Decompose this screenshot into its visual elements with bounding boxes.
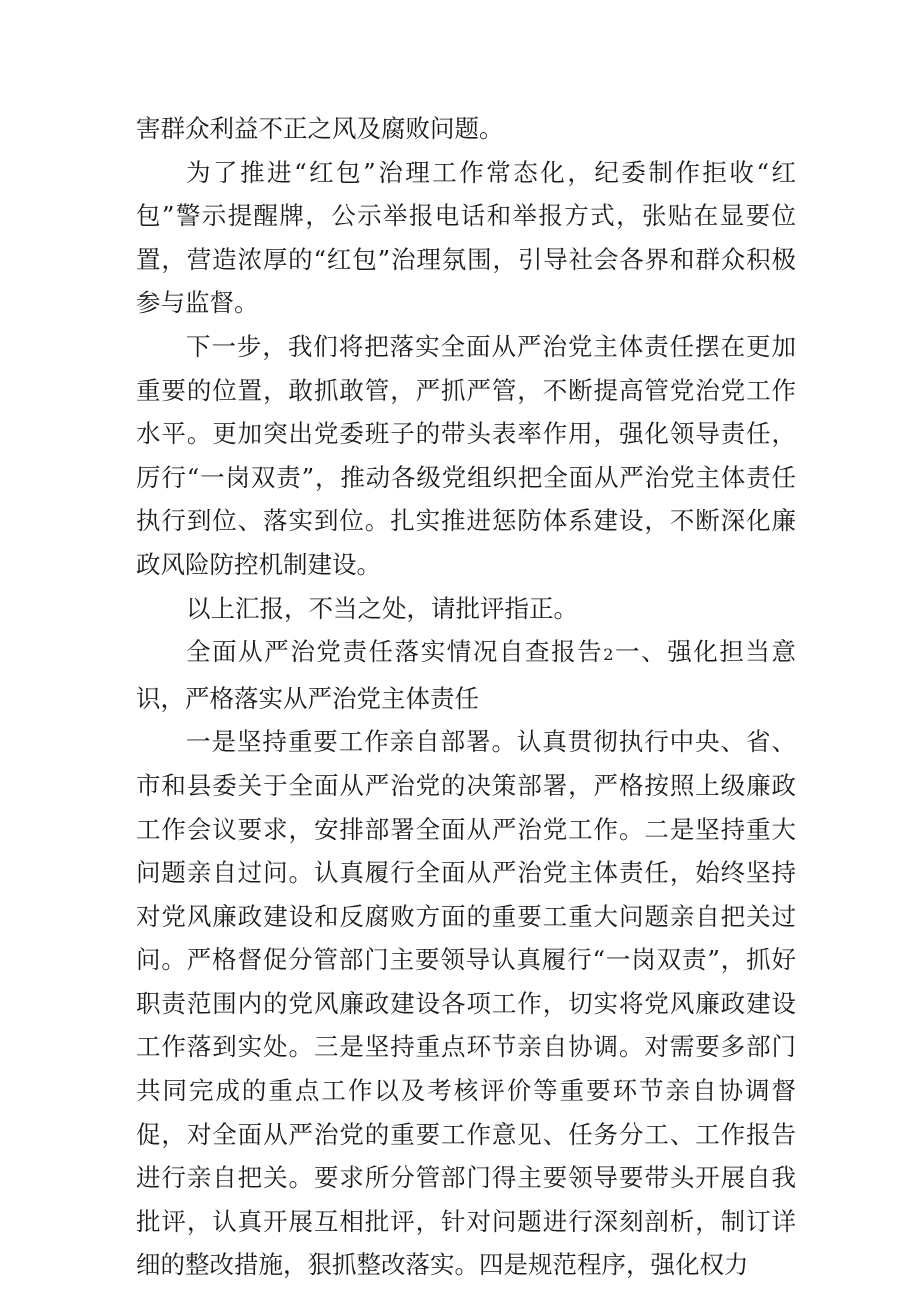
document-body	[136, 107, 796, 1287]
report-heading	[136, 630, 796, 720]
report-title: 全面从严治党责任落实情况自查报告	[186, 637, 604, 667]
report-section-heading: 一、强化担当意识，严格落实从严治党主体责任	[136, 637, 797, 713]
paragraph-closing: 以上汇报，不当之处，请批评指正。	[186, 593, 578, 623]
paragraph-red-envelope: 为了推进“红包”治理工作常态化，纪委制作拒收“红包”警示提醒牌，公示举报电话和举报方式，张贴在显要位置，营造浓厚的“红包”治理氛围，引导社会各界和群众积极参与监督。	[136, 157, 796, 318]
report-number: 2	[603, 645, 614, 665]
paragraph-section-one: 一是坚持重要工作亲自部署。认真贯彻执行中央、省、市和县委关于全面从严治党的决策部署，严格按照上级廉政工作会议要求，安排部署全面从严治党工作。二是坚持重大问题亲自过问。认真履行全面从严治党主体责任，始终坚持对党风廉政建设和反腐败方面的重要工重大问题亲自把关过问。严格督促分管部门主要领导认真履行“一岗双责”，抓好职责范围内的党风廉政建设各项工作，切实将党风廉政建设工作落到实处。三是坚持重点环节亲自协调。对需要多部门共同完成的重点工作以及考核评价等重要环节亲自协调督促，对全面从严治党的重要工作意见、任务分工、工作报告进行亲自把关。要求所分管部门得主要领导要带头开展自我批评，认真开展互相批评，针对问题进行深刻剖析，制订详细的整改措施，狠抓整改落实。四是规范程序，强化权力	[136, 727, 796, 1280]
paragraph-next-step: 下一步，我们将把落实全面从严治党主体责任摆在更加重要的位置，敢抓敢管，严抓严管，不断提高管党治党工作水平。更加突出党委班子的带头表率作用，强化领导责任，厉行“一岗双责”，推动各级党组织把全面从严治党主体责任执行到位、落实到位。扎实推进惩防体系建设，不断深化廉政风险防控机制建设。	[136, 331, 796, 579]
paragraph-continuation: 害群众利益不正之风及腐败问题。	[136, 114, 504, 143]
